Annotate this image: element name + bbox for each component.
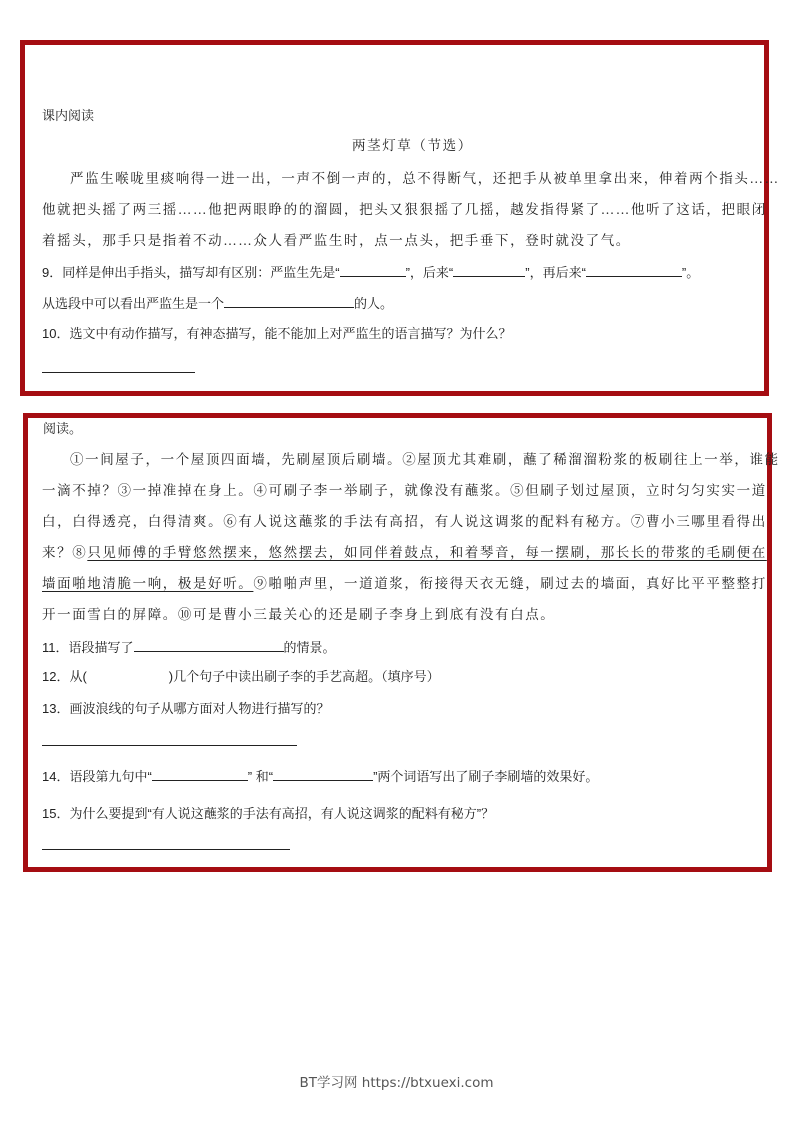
question-12-text: 12．从( (42, 669, 87, 684)
answer-blank[interactable] (152, 766, 248, 781)
passage-line: 他就把头摇了两三摇……他把两眼睁的的溜圆，把头又狠狠摇了几摇，越发指得紧了……他听了这话，把眼闭 (42, 202, 767, 217)
passage-line: ①一间屋子，一个屋顶四面墙，先刷屋顶后刷墙。②屋顶尤其难刷，蘸了稀溜溜粉浆的板刷往上一举，谁能 (70, 452, 780, 467)
answer-blank[interactable] (134, 637, 284, 652)
question-15: 15．为什么要提到“有人说这蘸浆的手法有高招，有人说这调浆的配料有秘方”？ (42, 806, 495, 821)
passage-line: 开一面雪白的屏障。⑩可是曹小三最关心的还是刷子李身上到底有没有白点。 (42, 607, 556, 622)
passage-text: ⑨啪啪声里，一道道浆，衔接得天衣无缝，刷过去的墙面，真好比平平整整打 (253, 576, 767, 591)
passage-line (42, 543, 767, 563)
question-11 (42, 637, 336, 658)
question-13: 13．画波浪线的句子从哪方面对人物进行描写的？ (42, 701, 330, 716)
passage-line (42, 574, 767, 594)
question-11-text: 11．语段描写了 (42, 640, 134, 655)
answer-blank[interactable] (273, 766, 373, 781)
answer-blank[interactable] (586, 262, 682, 277)
question-14 (42, 766, 598, 787)
question-9-text: 从选段中可以看出严监生是一个 (42, 296, 225, 311)
wavy-underlined-sentence: 墙面啪地清脆一响，极是好听。 (42, 576, 254, 591)
passage-title: 两茎灯草（节选） (352, 138, 473, 153)
passage-line: 着摇头，那手只是指着不动……众人看严监生时，点一点头，把手垂下，登时就没了气。 (42, 233, 631, 248)
wavy-underlined-sentence: 只见师傅的手臂悠然摆来，悠然摆去，如同伴着鼓点，和着琴音，每一摆刷，那长长的带浆的毛刷便在 (87, 545, 767, 560)
answer-blank[interactable] (340, 262, 406, 277)
question-14-text: ”两个词语写出了刷子李刷墙的效果好。 (373, 769, 599, 784)
question-9-text: 9．同样是伸出手指头，描写却有区别：严监生先是“ (42, 265, 340, 280)
section-2-heading: 阅读。 (43, 421, 83, 436)
question-12-text: )几个句子中读出刷子李的手艺高超。（填序号） (168, 669, 440, 684)
section-1-heading: 课内阅读 (42, 108, 95, 123)
passage-line: 严监生喉咙里痰响得一进一出，一声不倒一声的，总不得断气，还把手从被单里拿出来，伸着两个指头…… (70, 171, 780, 186)
question-14-text: ” 和“ (247, 769, 274, 784)
passage-line: 白，白得透亮，白得清爽。⑥有人说这蘸浆的手法有高招，有人说这调浆的配料有秘方。⑦曹小三哪里看得出 (42, 514, 767, 529)
question-14-text: 14．语段第九句中“ (42, 769, 152, 784)
question-9 (42, 262, 699, 283)
question-9-text: ”。 (681, 265, 700, 280)
passage-line: 一滴不掉？③一掉准掉在身上。④可刷子李一举刷子，就像没有蘸浆。⑤但刷子划过屋顶，立时匀匀实实一道 (42, 483, 767, 498)
question-9-text: ”，再后来“ (525, 265, 586, 280)
answer-blank[interactable] (453, 262, 525, 277)
question-9-text: ”，后来“ (405, 265, 454, 280)
answer-line[interactable] (42, 372, 195, 373)
question-12 (42, 667, 440, 687)
footer-watermark: BT学习网 https://btxuexi.com (299, 1075, 494, 1091)
answer-line[interactable] (42, 849, 290, 850)
question-9-line-2 (42, 293, 393, 314)
question-9-text: 的人。 (354, 296, 394, 311)
question-11-text: 的情景。 (283, 640, 336, 655)
answer-line[interactable] (42, 745, 297, 746)
question-10: 10．选文中有动作描写，有神态描写，能不能加上对严监生的语言描写？为什么？ (42, 326, 512, 341)
answer-blank[interactable] (224, 293, 354, 308)
passage-text: 来？⑧ (42, 545, 88, 560)
